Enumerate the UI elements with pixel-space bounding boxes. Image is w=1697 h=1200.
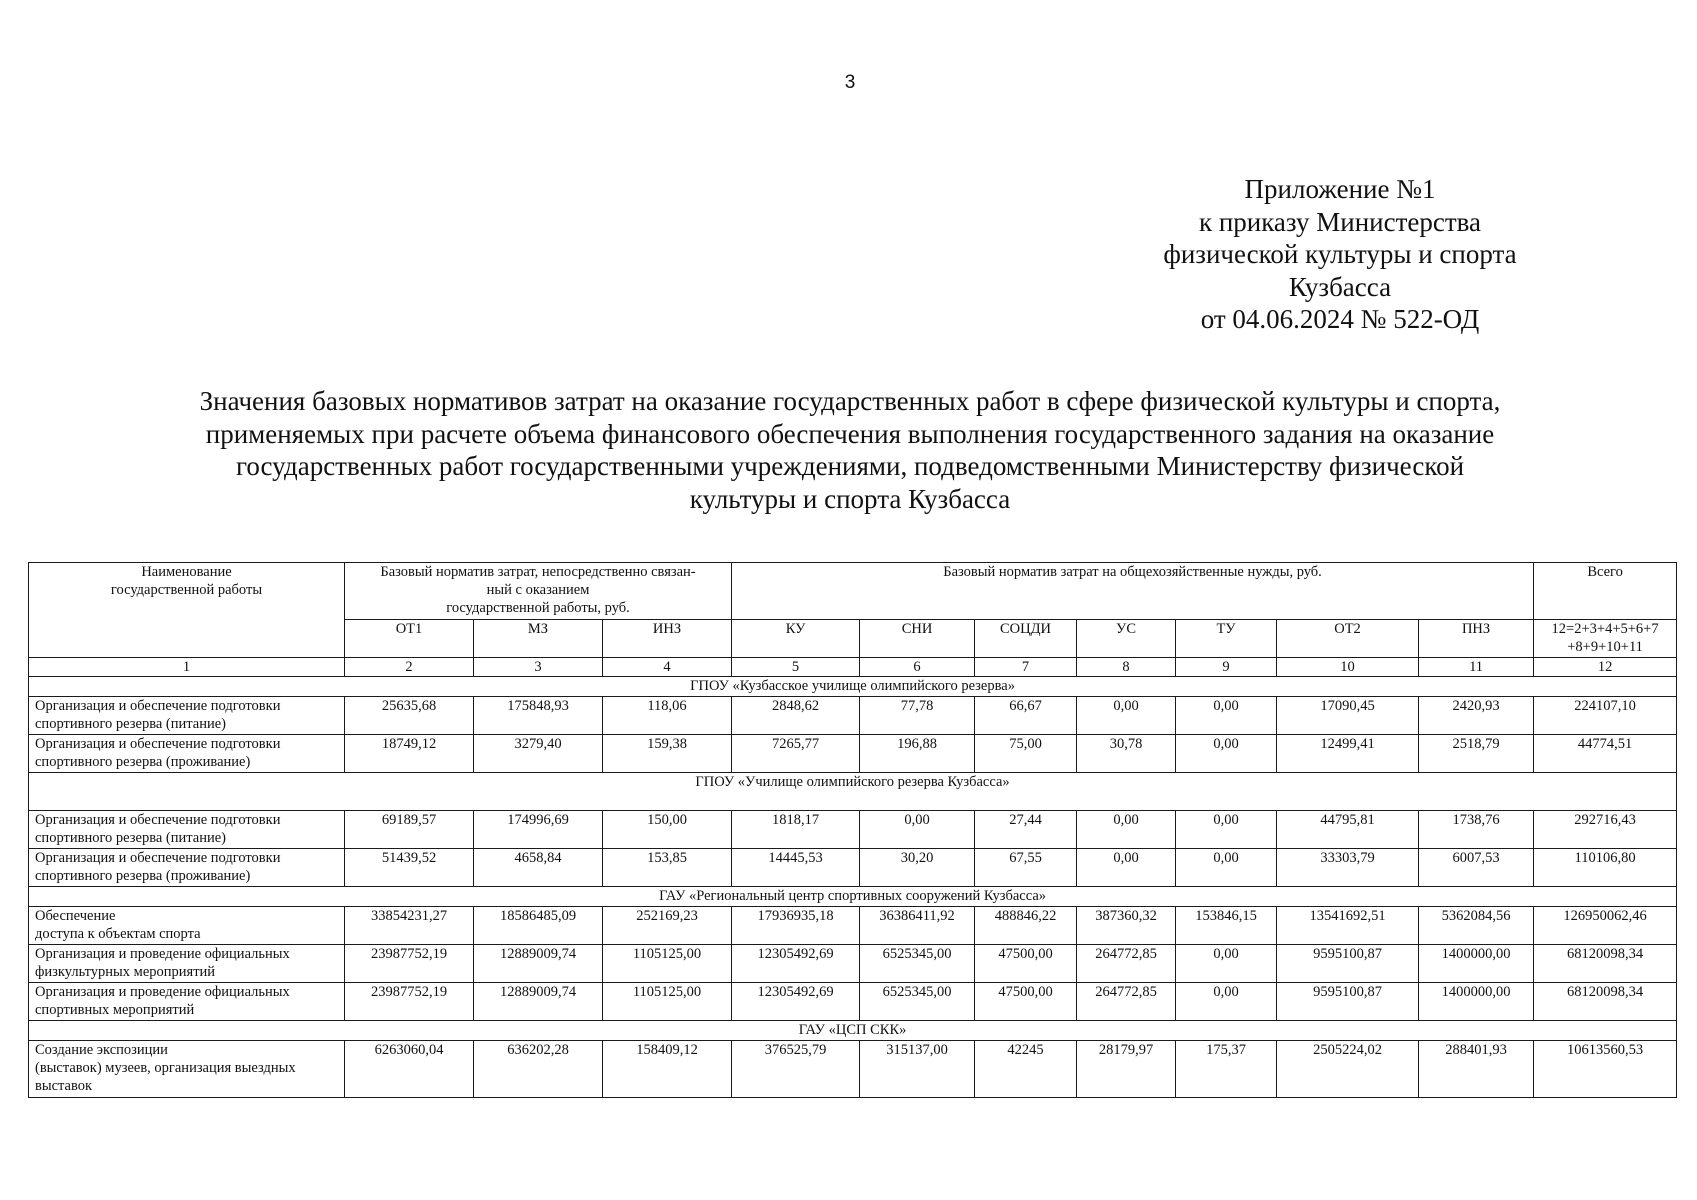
value-cell: 18586485,09 — [474, 907, 603, 945]
column-index: 12 — [1534, 658, 1677, 677]
column-header: СОЦДИ — [975, 620, 1077, 658]
work-name-line: Организация и обеспечение подготовки — [35, 850, 281, 866]
value-cell: 224107,10 — [1534, 697, 1677, 735]
work-name-line: Организация и проведение официальных — [35, 946, 290, 962]
appendix-line: Кузбасса — [1288, 271, 1392, 302]
value-cell: 12889009,74 — [474, 945, 603, 983]
value-cell: 2420,93 — [1419, 697, 1534, 735]
column-header: ТУ — [1176, 620, 1277, 658]
work-name-line: спортивного резерва (питание) — [35, 716, 226, 732]
value-cell: 12305492,69 — [732, 945, 860, 983]
document-title — [150, 385, 1550, 515]
value-cell: 23987752,19 — [345, 983, 474, 1021]
value-cell: 47500,00 — [975, 983, 1077, 1021]
value-cell: 126950062,46 — [1534, 907, 1677, 945]
column-header: СНИ — [860, 620, 975, 658]
table-body — [29, 658, 1677, 1098]
value-cell: 0,00 — [1176, 945, 1277, 983]
value-cell: 118,06 — [603, 697, 732, 735]
header-work-name — [29, 563, 345, 658]
value-cell: 27,44 — [975, 811, 1077, 849]
value-cell: 1105125,00 — [603, 983, 732, 1021]
value-cell: 153,85 — [603, 849, 732, 887]
work-name-line: Организация и обеспечение подготовки — [35, 698, 281, 714]
value-cell: 17936935,18 — [732, 907, 860, 945]
column-index: 4 — [603, 658, 732, 677]
section-row — [29, 887, 1677, 907]
table-row — [29, 849, 1677, 887]
header-text: государственной работы — [110, 582, 263, 598]
column-index: 10 — [1277, 658, 1419, 677]
column-header: ОТ2 — [1277, 620, 1419, 658]
value-cell: 44774,51 — [1534, 735, 1677, 773]
work-name-cell — [29, 1041, 345, 1098]
section-row — [29, 1021, 1677, 1041]
value-cell: 1738,76 — [1419, 811, 1534, 849]
value-cell: 51439,52 — [345, 849, 474, 887]
value-cell: 159,38 — [603, 735, 732, 773]
value-cell: 3279,40 — [474, 735, 603, 773]
value-cell: 9595100,87 — [1277, 945, 1419, 983]
norms-table — [28, 562, 1677, 1098]
header-text: +8+9+10+11 — [1567, 639, 1643, 655]
section-title: ГПОУ «Училище олимпийского резерва Кузбасса» — [29, 773, 1677, 811]
value-cell: 315137,00 — [860, 1041, 975, 1098]
section-row — [29, 677, 1677, 697]
value-cell: 0,00 — [1077, 811, 1176, 849]
column-index: 7 — [975, 658, 1077, 677]
value-cell: 25635,68 — [345, 697, 474, 735]
page-number: 3 — [844, 72, 856, 93]
work-name-line: спортивных мероприятий — [35, 1002, 195, 1018]
table-row — [29, 697, 1677, 735]
value-cell: 18749,12 — [345, 735, 474, 773]
value-cell: 288401,93 — [1419, 1041, 1534, 1098]
header-text: ный с оказанием — [486, 582, 590, 598]
value-cell: 0,00 — [1077, 849, 1176, 887]
value-cell: 0,00 — [860, 811, 975, 849]
work-name-cell — [29, 945, 345, 983]
value-cell: 33854231,27 — [345, 907, 474, 945]
column-header: ПНЗ — [1419, 620, 1534, 658]
value-cell: 77,78 — [860, 697, 975, 735]
header-direct-costs — [345, 563, 732, 620]
header-text: Базовый норматив затрат на общехозяйственные нужды, руб. — [943, 564, 1322, 580]
work-name-cell — [29, 907, 345, 945]
work-name-line: физкультурных мероприятий — [35, 964, 216, 980]
value-cell: 387360,32 — [1077, 907, 1176, 945]
value-cell: 67,55 — [975, 849, 1077, 887]
work-name-line: Организация и проведение официальных — [35, 984, 290, 1000]
title-line: Значения базовых нормативов затрат на оказание государственных работ в сфере физической культуры и спорта, — [199, 386, 1501, 416]
value-cell: 13541692,51 — [1277, 907, 1419, 945]
table-row — [29, 1041, 1677, 1098]
column-index-row — [29, 658, 1677, 677]
value-cell: 12499,41 — [1277, 735, 1419, 773]
table-header-row — [29, 563, 1677, 620]
column-header: ИНЗ — [603, 620, 732, 658]
value-cell: 9595100,87 — [1277, 983, 1419, 1021]
column-index: 2 — [345, 658, 474, 677]
value-cell: 153846,15 — [1176, 907, 1277, 945]
value-cell: 292716,43 — [1534, 811, 1677, 849]
value-cell: 28179,97 — [1077, 1041, 1176, 1098]
appendix-line: Приложение №1 — [1244, 174, 1436, 204]
work-name-cell — [29, 983, 345, 1021]
appendix-line: к приказу Министерства — [1198, 206, 1482, 237]
value-cell: 376525,79 — [732, 1041, 860, 1098]
value-cell: 158409,12 — [603, 1041, 732, 1098]
table-row — [29, 907, 1677, 945]
value-cell: 42245 — [975, 1041, 1077, 1098]
value-cell: 2848,62 — [732, 697, 860, 735]
value-cell: 7265,77 — [732, 735, 860, 773]
column-header: КУ — [732, 620, 860, 658]
appendix-line: от 04.06.2024 № 522-ОД — [1200, 304, 1480, 334]
work-name-cell — [29, 811, 345, 849]
value-cell: 196,88 — [860, 735, 975, 773]
work-name-line: Организация и обеспечение подготовки — [35, 812, 281, 828]
value-cell: 4658,84 — [474, 849, 603, 887]
norms-table-wrap — [28, 562, 1677, 1098]
column-header: МЗ — [474, 620, 603, 658]
title-line: культуры и спорта Кузбасса — [689, 483, 1011, 514]
value-cell: 252169,23 — [603, 907, 732, 945]
value-cell: 0,00 — [1176, 697, 1277, 735]
column-index: 3 — [474, 658, 603, 677]
header-text: 12=2+3+4+5+6+7 — [1551, 621, 1659, 637]
value-cell: 2505224,02 — [1277, 1041, 1419, 1098]
value-cell: 12889009,74 — [474, 983, 603, 1021]
value-cell: 75,00 — [975, 735, 1077, 773]
section-row — [29, 773, 1677, 811]
work-name-line: Создание экспозиции — [35, 1042, 168, 1058]
value-cell: 0,00 — [1077, 697, 1176, 735]
work-name-line: доступа к объектам спорта — [35, 926, 201, 942]
value-cell: 10613560,53 — [1534, 1041, 1677, 1098]
work-name-line: (выставок) музеев, организация выездных — [35, 1060, 296, 1076]
column-header-total-formula — [1534, 620, 1677, 658]
section-title: ГАУ «ЦСП СКК» — [29, 1021, 1677, 1041]
column-index: 6 — [860, 658, 975, 677]
work-name-line: Обеспечение — [35, 908, 116, 924]
value-cell: 0,00 — [1176, 811, 1277, 849]
work-name-cell — [29, 735, 345, 773]
work-name-line: Организация и обеспечение подготовки — [35, 736, 281, 752]
value-cell: 1818,17 — [732, 811, 860, 849]
value-cell: 1400000,00 — [1419, 983, 1534, 1021]
table-row — [29, 983, 1677, 1021]
value-cell: 150,00 — [603, 811, 732, 849]
value-cell: 6007,53 — [1419, 849, 1534, 887]
section-title: ГАУ «Региональный центр спортивных сооружений Кузбасса» — [29, 887, 1677, 907]
value-cell: 44795,81 — [1277, 811, 1419, 849]
column-index: 1 — [29, 658, 345, 677]
value-cell: 14445,53 — [732, 849, 860, 887]
title-line: государственных работ государственными учреждениями, подведомственными Министерству физической — [235, 451, 1465, 481]
value-cell: 5362084,56 — [1419, 907, 1534, 945]
header-text: Базовый норматив затрат, непосредственно связан- — [380, 564, 696, 580]
value-cell: 264772,85 — [1077, 945, 1176, 983]
value-cell: 636202,28 — [474, 1041, 603, 1098]
column-index: 5 — [732, 658, 860, 677]
value-cell: 30,78 — [1077, 735, 1176, 773]
work-name-line: спортивного резерва (проживание) — [35, 754, 251, 770]
value-cell: 264772,85 — [1077, 983, 1176, 1021]
table-row — [29, 735, 1677, 773]
appendix-line: физической культуры и спорта — [1163, 239, 1517, 269]
value-cell: 12305492,69 — [732, 983, 860, 1021]
section-title: ГПОУ «Кузбасское училище олимпийского резерва» — [29, 677, 1677, 697]
value-cell: 6525345,00 — [860, 945, 975, 983]
column-index: 9 — [1176, 658, 1277, 677]
value-cell: 1400000,00 — [1419, 945, 1534, 983]
column-index: 8 — [1077, 658, 1176, 677]
table-row — [29, 811, 1677, 849]
value-cell: 0,00 — [1176, 735, 1277, 773]
value-cell: 17090,45 — [1277, 697, 1419, 735]
value-cell: 6263060,04 — [345, 1041, 474, 1098]
column-header: ОТ1 — [345, 620, 474, 658]
value-cell: 0,00 — [1176, 849, 1277, 887]
title-line: применяемых при расчете объема финансового обеспечения выполнения государственного задания на оказание — [205, 418, 1495, 449]
header-text: государственной работы, руб. — [446, 600, 630, 616]
value-cell: 0,00 — [1176, 983, 1277, 1021]
header-general-costs — [732, 563, 1534, 620]
value-cell: 66,67 — [975, 697, 1077, 735]
value-cell: 174996,69 — [474, 811, 603, 849]
value-cell: 69189,57 — [345, 811, 474, 849]
work-name-cell — [29, 849, 345, 887]
value-cell: 33303,79 — [1277, 849, 1419, 887]
value-cell: 1105125,00 — [603, 945, 732, 983]
appendix-header — [1120, 173, 1560, 336]
value-cell: 68120098,34 — [1534, 983, 1677, 1021]
value-cell: 30,20 — [860, 849, 975, 887]
work-name-line: спортивного резерва (проживание) — [35, 868, 251, 884]
header-text: Всего — [1587, 564, 1623, 580]
header-total — [1534, 563, 1677, 620]
value-cell: 36386411,92 — [860, 907, 975, 945]
value-cell: 175848,93 — [474, 697, 603, 735]
value-cell: 68120098,34 — [1534, 945, 1677, 983]
value-cell: 110106,80 — [1534, 849, 1677, 887]
value-cell: 488846,22 — [975, 907, 1077, 945]
work-name-line: выставок — [35, 1078, 93, 1094]
value-cell: 2518,79 — [1419, 735, 1534, 773]
value-cell: 175,37 — [1176, 1041, 1277, 1098]
header-text: Наименование — [141, 564, 232, 580]
value-cell: 47500,00 — [975, 945, 1077, 983]
column-index: 11 — [1419, 658, 1534, 677]
work-name-cell — [29, 697, 345, 735]
value-cell: 6525345,00 — [860, 983, 975, 1021]
table-row — [29, 945, 1677, 983]
value-cell: 23987752,19 — [345, 945, 474, 983]
work-name-line: спортивного резерва (питание) — [35, 830, 226, 846]
column-header: УС — [1077, 620, 1176, 658]
